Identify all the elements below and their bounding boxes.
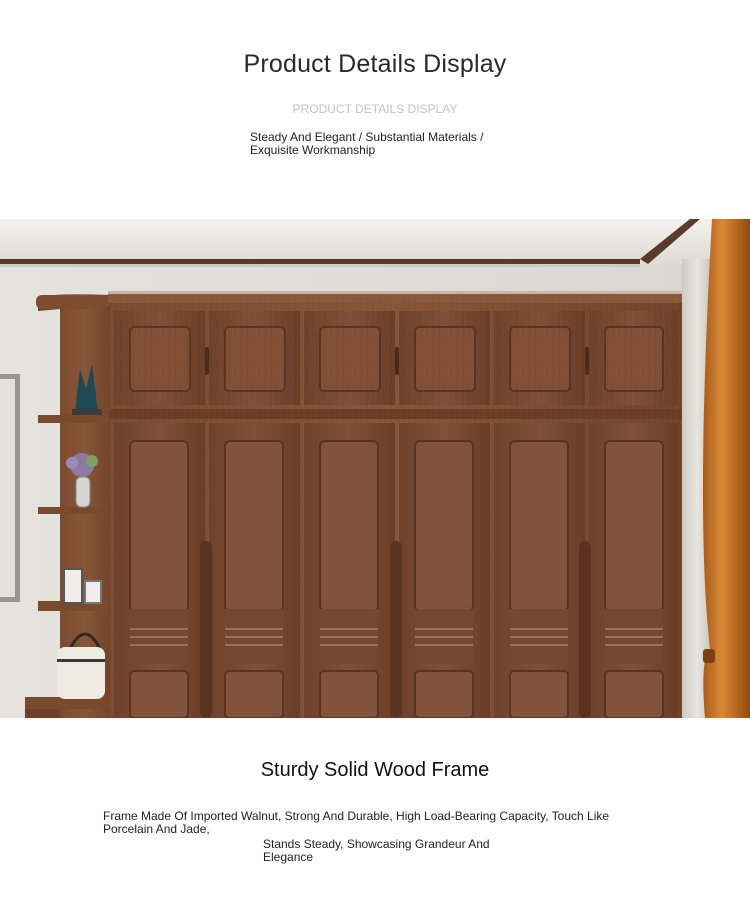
section-title: Sturdy Solid Wood Frame — [260, 759, 490, 781]
page-subtitle: PRODUCT DETAILS DISPLAY — [292, 102, 458, 116]
feature-description-continued: Stands Steady, Showcasing Grandeur And Elegance — [263, 837, 490, 864]
page-title: Product Details Display — [243, 50, 507, 78]
tagline: Steady And Elegant / Substantial Materials / Exquisite Workmanship — [250, 130, 484, 157]
feature-description: Frame Made Of Imported Walnut, Strong And Durable, High Load-Bearing Capacity, Touch Like Porcelain And Jade, — [103, 809, 610, 836]
wardrobe-product-image — [0, 219, 750, 718]
wardrobe-illustration — [0, 219, 750, 718]
